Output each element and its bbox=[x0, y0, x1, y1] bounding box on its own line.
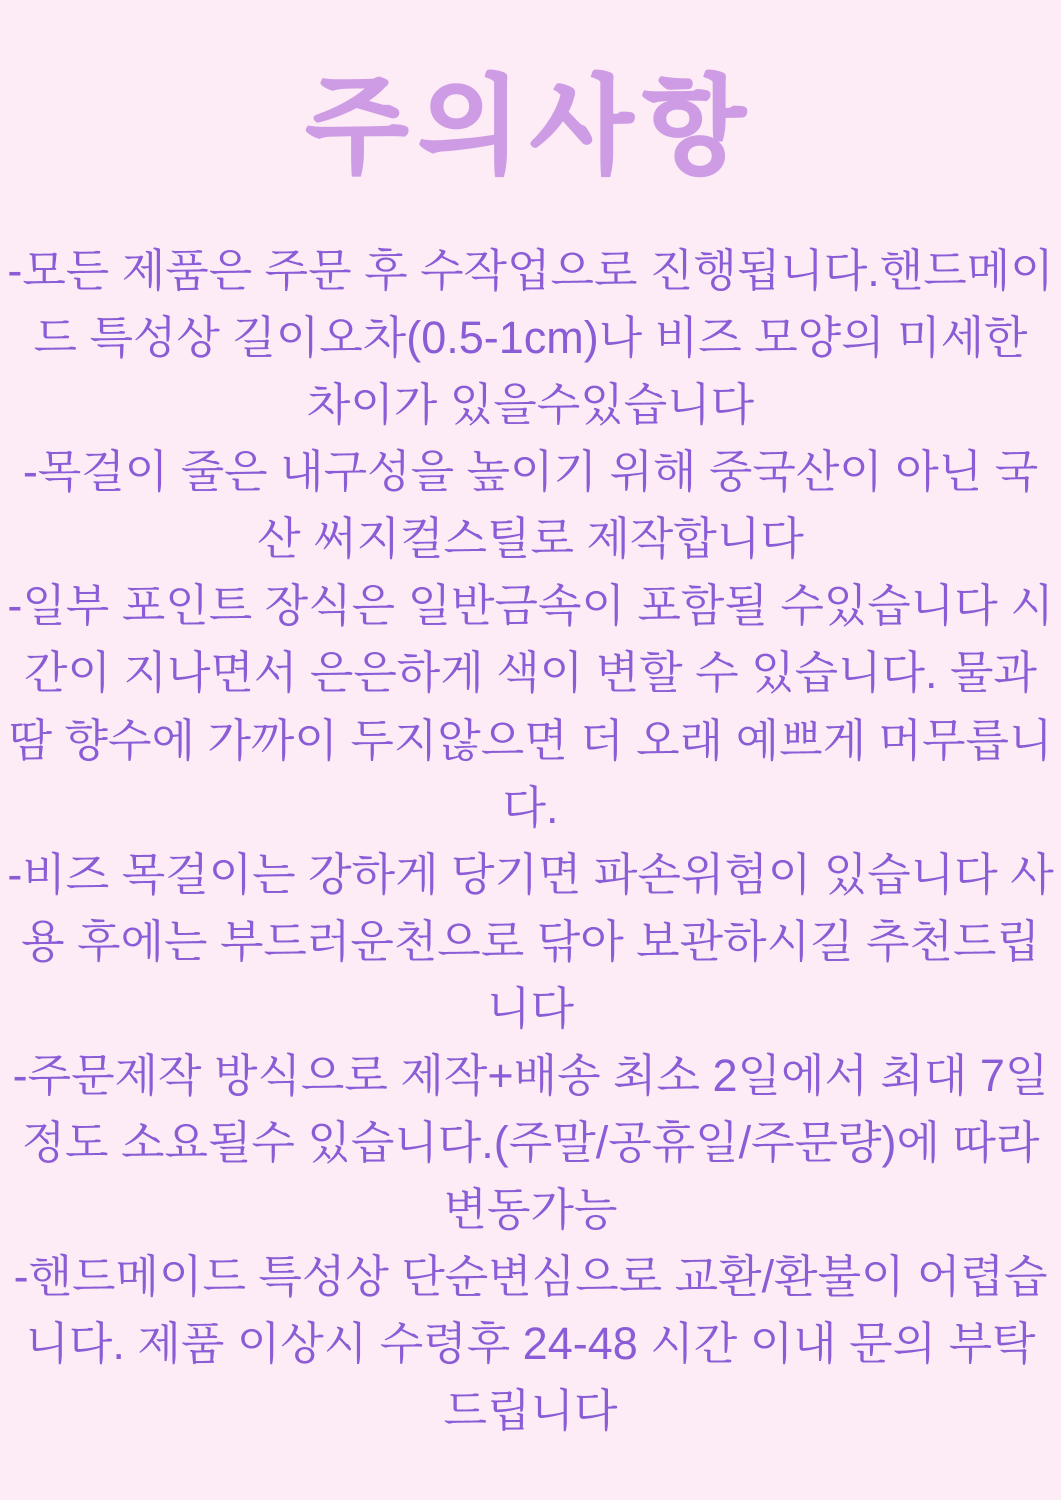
page-title: 주의사항 bbox=[305, 68, 756, 186]
notice-list bbox=[0, 237, 1061, 1444]
notice-item-exchange-refund: -핸드메이드 특성상 단순변심으로 교환/환불이 어렵습니다. 제품 이상시 수령후 24-48 시간 이내 문의 부탁드립니다 bbox=[13, 1250, 1048, 1436]
notice-item-surgical-steel: -목걸이 줄은 내구성을 높이기 위해 중국산이 아닌 국산 써지컬스틸로 제작합니다 bbox=[22, 446, 1039, 565]
notice-item-handmade-tolerance: -모든 제품은 주문 후 수작업으로 진행됩니다.핸드메이드 특성상 길이오차(0.5-1cm)나 비즈 모양의 미세한 차이가 있을수있습니다 bbox=[7, 245, 1054, 431]
notice-item-production-shipping: -주문제작 방식으로 제작+배송 최소 2일에서 최대 7일정도 소요될수 있습니다.(주말/공휴일/주문량)에 따라 변동가능 bbox=[12, 1049, 1049, 1235]
notice-item-bead-care: -비즈 목걸이는 강하게 당기면 파손위험이 있습니다 사용 후에는 부드러운천으로 닦아 보관하시길 추천드립니다 bbox=[7, 848, 1054, 1034]
notice-item-metal-discoloration: -일부 포인트 장식은 일반금속이 포함될 수있습니다 시간이 지나면서 은은하게 색이 변할 수 있습니다. 물과 땀 향수에 가까이 두지않으면 더 오래 예쁘게 머무릅니다. bbox=[7, 580, 1054, 833]
